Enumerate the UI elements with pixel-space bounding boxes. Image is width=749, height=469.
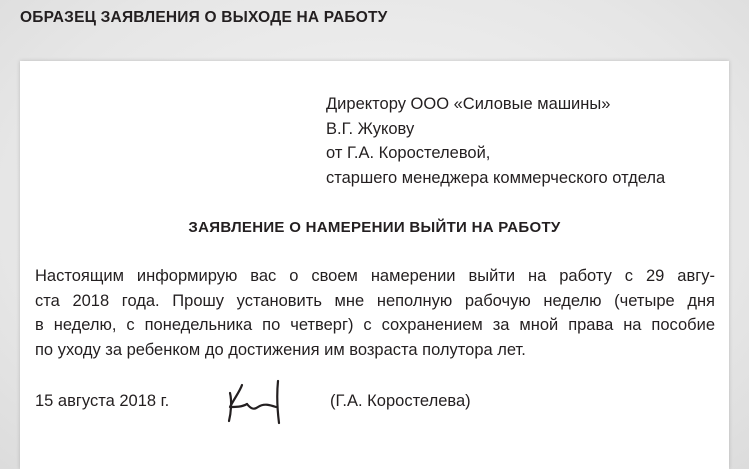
body-line: по уходу за ребенком до достижения им возраста полутора лет. <box>35 340 526 359</box>
addressee-line: В.Г. Жукову <box>326 119 415 138</box>
handwritten-signature <box>220 377 292 425</box>
statement-body <box>35 264 715 362</box>
signer-name: (Г.А. Коростелева) <box>330 392 471 410</box>
body-line: в неделю, с понедельника по четверг) с сохранением за мной права на пособие <box>35 316 715 334</box>
addressee-line: от Г.А. Коростелевой, <box>326 144 491 162</box>
body-line: Настоящим информирую вас о своем намерении выйти на работу с 29 авгу- <box>35 267 715 285</box>
addressee-line: старшего менеджера коммерческого отдела <box>326 168 666 187</box>
addressee-block <box>326 92 665 190</box>
document-title: ЗАЯВЛЕНИЕ О НАМЕРЕНИИ ВЫЙТИ НА РАБОТУ <box>188 219 561 236</box>
page-heading: ОБРАЗЕЦ ЗАЯВЛЕНИЯ О ВЫХОДЕ НА РАБОТУ <box>20 9 388 26</box>
document-sheet <box>20 61 729 469</box>
statement-date: 15 августа 2018 г. <box>35 392 170 410</box>
body-line: ста 2018 года. Прошу установить мне неполную рабочую неделю (четыре дня <box>35 291 715 310</box>
addressee-line: Директору ООО «Силовые машины» <box>326 95 611 113</box>
